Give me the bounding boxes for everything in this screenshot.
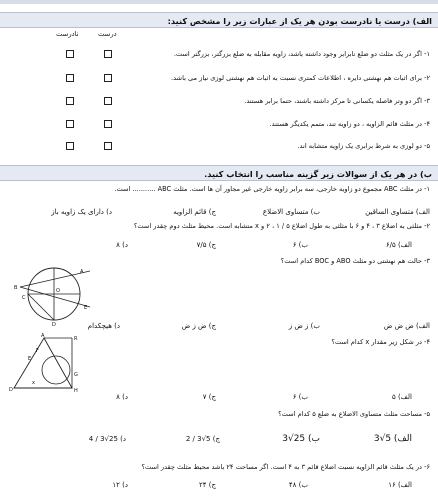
section-a-header (0, 12, 438, 28)
tri-label-d: D (9, 387, 13, 393)
tri-label-e: E (28, 356, 32, 362)
checkbox-false-5[interactable] (66, 142, 74, 150)
q4-option-b[interactable]: ب) ۶ (292, 393, 308, 401)
tri-label-r: R (74, 336, 78, 342)
q3-option-d[interactable]: د) هیچکدام (87, 322, 120, 330)
q3-text: ۳- حالت هم نهشتی دو مثلث ABO و BOC کدام است؟ (280, 257, 430, 265)
tri-label-f: F (36, 348, 39, 354)
circle-label-c: C (22, 295, 26, 301)
tri-label-a: A (41, 333, 45, 339)
q2-text: ۲- مثلثی به اضلاع ۳ ، ۴ و ۶ با مثلثی به طول اضلاع ۵ / ۱ ، ۲ و x متشابه است. محیط مثلث دوم چقدر است؟ (133, 222, 430, 230)
checkbox-false-1[interactable] (66, 50, 74, 58)
tri-label-h: H (74, 388, 78, 394)
q5-option-b[interactable]: ب) 25√3 (282, 434, 320, 444)
checkbox-true-5[interactable] (104, 142, 112, 150)
section-a-title: الف) درست یا نادرست بودن هر یک از عبارات زیر را مشخص کنید: (167, 16, 432, 26)
q5-text: ۵- مساحت مثلث متساوی الاضلاع به ضلع ۵ کدام است؟ (278, 410, 430, 418)
q5-option-a[interactable]: الف) 5√3 (373, 434, 412, 444)
section-b-title: ب) در هر یک از سوالات زیر گزینه مناسب را انتخاب کنید. (204, 169, 432, 179)
q6-option-b[interactable]: ب) ۴۸ (288, 481, 308, 489)
triangle-incircle-figure (8, 332, 88, 394)
checkbox-false-4[interactable] (66, 120, 74, 128)
circle-label-e: E (84, 305, 88, 311)
q4-option-d[interactable]: د) ۸ (116, 393, 128, 401)
checkbox-true-2[interactable] (104, 74, 112, 82)
circle-label-o: O (56, 288, 60, 294)
q1-option-b[interactable]: ب) متساوی الاضلاع (262, 208, 320, 216)
q1-text: ۱- در مثلث ABC مجموع دو زاویه خارجی، سه برابر زاویه خارجی غیر مجاور آن ها است. مثلث ABC ........... است. (114, 185, 430, 193)
circle-label-b: B (14, 285, 18, 291)
section-b-header (0, 165, 438, 181)
q2-option-a[interactable]: الف) ۶/۵ (385, 241, 412, 249)
circle-label-d: D (52, 322, 56, 328)
q3-option-b[interactable]: ب) ز ض ز (288, 322, 320, 330)
q2-option-c[interactable]: ج) ۷/۵ (196, 241, 216, 249)
q2-option-d[interactable]: د) ۸ (116, 241, 128, 249)
q5-option-d[interactable]: د) 25√3 / 4 (88, 435, 126, 443)
top-bar (0, 0, 438, 4)
q6-option-a[interactable]: الف) ۱۶ (388, 481, 412, 489)
circle-label-a: A (80, 269, 84, 275)
q1-option-c[interactable]: ج) قائم الزاویه (173, 208, 216, 216)
section-a-item-2: ۲- برای اثبات هم نهشتی دایره ، اطلاعات کمتری نسبت به اثبات هم نهشتی لوزی نیاز می باشد. (171, 74, 430, 82)
q5-option-c[interactable]: ج) 5√3 / 2 (185, 435, 220, 443)
checkbox-false-2[interactable] (66, 74, 74, 82)
q4-text: ۴- در شکل زیر مقدار x کدام است؟ (331, 338, 430, 346)
section-a-item-3: ۳- اگر دو وتر فاصله یکسانی تا مرکز داشته باشند، حتما برابر هستند. (244, 97, 430, 105)
q1-option-a[interactable]: الف) متساوی الساقین (365, 208, 430, 216)
col-false-label: نادرست (56, 30, 79, 38)
section-a-item-4: ۴- در مثلث قائم الزاویه ، دو زاویه تند، متمم یکدیگر هستند. (269, 120, 430, 128)
circle-figure (14, 259, 94, 329)
q4-option-c[interactable]: ج) ۷ (202, 393, 216, 401)
checkbox-true-1[interactable] (104, 50, 112, 58)
q3-option-c[interactable]: ج) ض ز ض (181, 322, 216, 330)
q6-option-d[interactable]: د) ۱۲ (112, 481, 128, 489)
section-a-item-5: ۵- دو لوزی به شرط برابری یک زاویه متشابه اند. (297, 142, 430, 150)
checkbox-false-3[interactable] (66, 97, 74, 105)
q2-option-b[interactable]: ب) ۶ (292, 241, 308, 249)
q4-option-a[interactable]: الف) ۵ (391, 393, 412, 401)
q1-option-d[interactable]: د) دارای یک زاویه باز (51, 208, 112, 216)
col-true-label: درست (98, 30, 117, 38)
checkbox-true-4[interactable] (104, 120, 112, 128)
q3-option-a[interactable]: الف) ض ض ض (383, 322, 430, 330)
tri-label-x: x (32, 380, 35, 386)
q6-text: ۶- در یک مثلث قائم الزاویه نسبت اضلاع قائم ۳ به ۴ است. اگر مساحت ۲۴ باشد محیط مثلث چقدر است؟ (141, 463, 430, 471)
section-a-item-1: ۱- اگر در یک مثلث دو ضلع نابرابر وجود داشته باشد، زاویه مقابله به ضلع بزرگتر، بزرگتر است. (173, 50, 430, 58)
tri-label-g: G (74, 372, 78, 378)
q6-option-c[interactable]: ج) ۲۴ (198, 481, 216, 489)
checkbox-true-3[interactable] (104, 97, 112, 105)
